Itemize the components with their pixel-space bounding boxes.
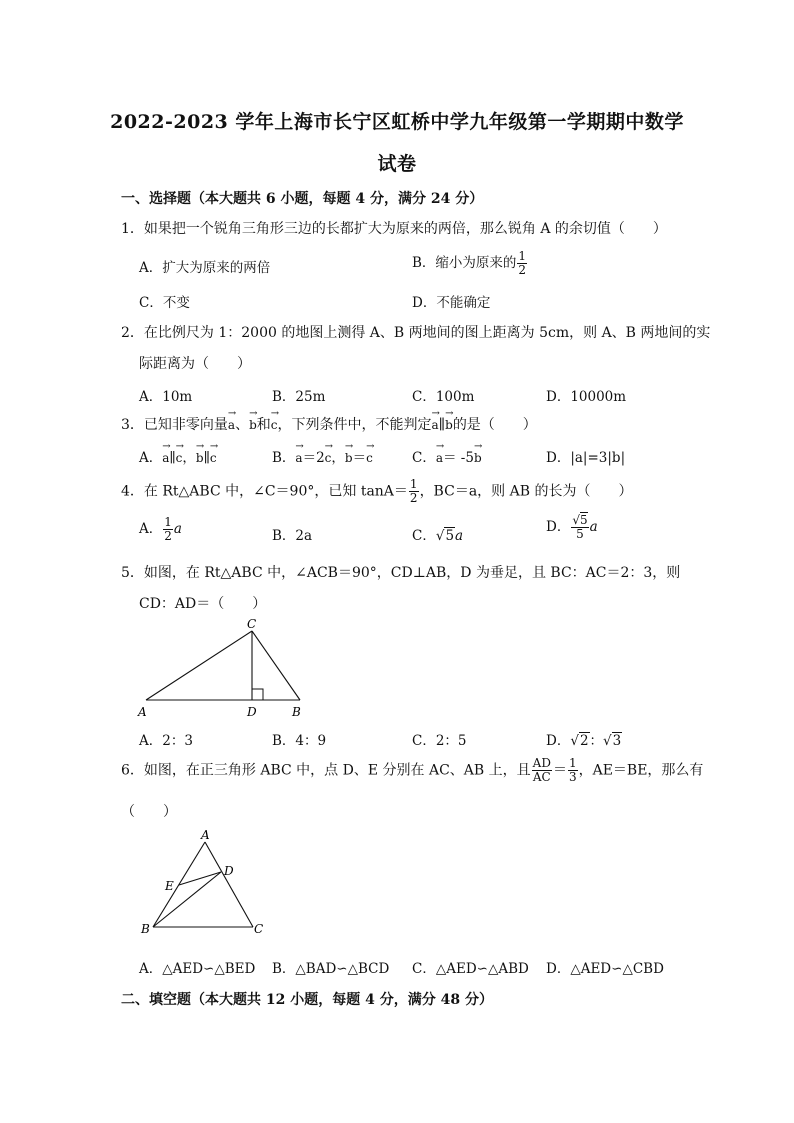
q2-option-b: B．25m [272, 389, 326, 405]
q6-triangle-figure [133, 828, 273, 940]
q6-label-b: B [141, 922, 150, 936]
q5-label-a: A [138, 705, 147, 719]
q3-option-c: C．→ a＝ -5→ b [412, 446, 482, 466]
q4-option-d: D． $\frac{√5}{5}$ a [546, 513, 598, 541]
q6-label-a: A [201, 828, 210, 842]
q5-option-c: C．2：5 [412, 733, 467, 749]
question-3-stem: 3．已知非零向量→ a、→ b和→ c，下列条件中，不能判定→ a∥→ b的是（ ） [121, 414, 537, 434]
q3-option-a: A．→ a∥→ c，→ b∥→ c [139, 446, 217, 466]
q6-option-b: B．△BAD∽△BCD [272, 961, 390, 977]
page-title: 2022-2023 学年上海市长宁区虹桥中学九年级第一学期期中数学 [110, 111, 684, 133]
q4-option-c: C．√5a [412, 528, 464, 544]
question-5-stem: 5．如图，在 Rt△ABC 中，∠ACB＝90°，CD⊥AB，D 为垂足，且 BC：AC＝2：3，则 [121, 565, 681, 581]
q5-label-c: C [247, 617, 257, 631]
q1-option-a: A．扩大为原来的两倍 [139, 260, 271, 276]
q3-option-d: D．|a|=3|b| [546, 450, 626, 466]
q6-option-c: C．△AED∽△ABD [412, 961, 529, 977]
q5-label-d: D [247, 705, 257, 719]
q4-option-b: B．2a [272, 528, 313, 544]
page-title-continued: 试卷 [377, 153, 417, 175]
q2-option-c: C．100m [412, 389, 475, 405]
q3-option-b: B．→ a＝2→ c，→ b＝→ c [272, 446, 373, 466]
q1-option-b [412, 250, 528, 277]
q1-option-c: C．不变 [139, 295, 190, 311]
q5-option-b: B．4：9 [272, 733, 327, 749]
q5-triangle-figure [130, 612, 320, 722]
q6-label-d: D [224, 864, 234, 878]
section-heading-choice: 一、选择题（本大题共 6 小题，每题 4 分，满分 24 分） [121, 191, 484, 207]
question-6-stem-cont: （ ） [121, 804, 177, 820]
q6-label-e: E [165, 879, 174, 893]
q6-option-d: D．△AED∽△CBD [546, 961, 664, 977]
q1-option-d: D．不能确定 [412, 295, 491, 311]
question-1-stem: 1．如果把一个锐角三角形三边的长都扩大为原来的两倍，那么锐角 A 的余切值（ ） [121, 221, 667, 237]
q5-option-d: D．√2：√3 [546, 733, 622, 749]
q2-option-d: D．10000m [546, 389, 627, 405]
q1-option-b-fraction: $\frac{1}{2}$ [518, 249, 527, 277]
question-2-stem: 2．在比例尺为 1：2000 的地图上测得 A、B 两地间的图上距离为 5cm，则 A、B 两地间的实 [121, 325, 711, 341]
question-6-stem: 6．如图，在正三角形 ABC 中，点 D、E 分别在 AC、AB 上，且 $\frac{AD}{AC}$ ＝ $\frac{1}{3}$ ，AE＝BE，那么有 [121, 756, 704, 784]
q4-option-a: A． $\frac{1}{2}$ a [139, 515, 182, 543]
section-heading-fill: 二、填空题（本大题共 12 小题，每题 4 分，满分 48 分） [121, 992, 493, 1008]
question-5-stem-cont: CD：AD＝（ ） [139, 596, 267, 612]
question-2-stem-cont: 际距离为（ ） [139, 356, 251, 372]
q2-option-a: A．10m [139, 389, 193, 405]
question-4-stem: 4．在 Rt△ABC 中，∠C＝90°，已知 tanA＝ $\frac{1}{2}$ ，BC＝a，则 AB 的长为（ ） [121, 477, 633, 505]
q6-option-a: A．△AED∽△BED [139, 961, 256, 977]
q5-option-a: A．2：3 [139, 733, 193, 749]
q6-label-c: C [254, 922, 264, 936]
q5-label-b: B [292, 705, 301, 719]
q1-option-b-text: B．缩小为原来的 [412, 255, 517, 271]
